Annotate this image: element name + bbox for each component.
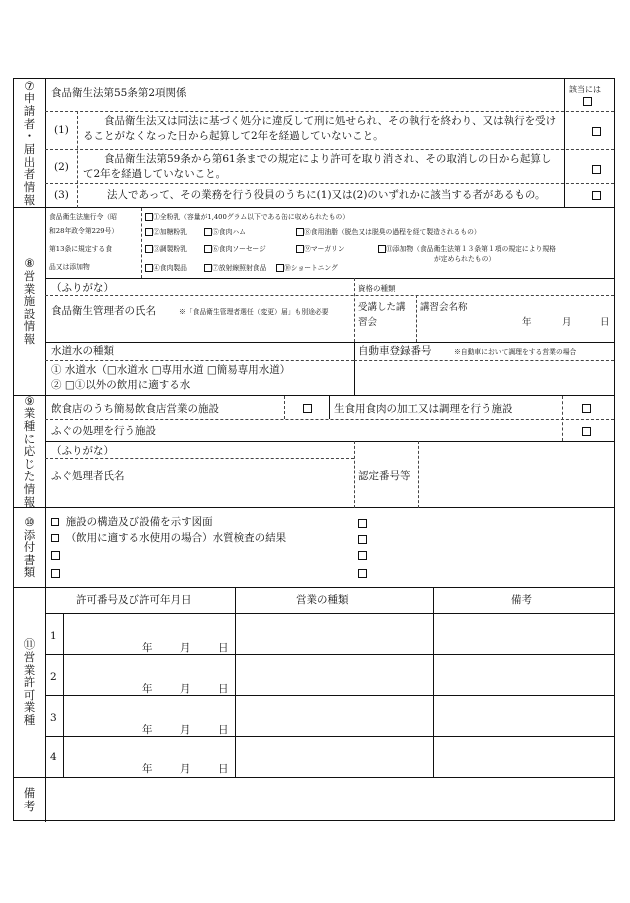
license-row-3-day: 日 xyxy=(218,724,229,736)
side-char: 情 xyxy=(23,319,36,334)
manager-name-label: 食品衛生管理者の氏名 xyxy=(51,305,156,317)
doc-extra-checkbox-1[interactable] xyxy=(358,519,367,528)
side-char: 考 xyxy=(23,799,36,813)
item-checkbox[interactable] xyxy=(276,264,284,272)
doc-label: 施設の構造及び設備を示す図面 xyxy=(65,516,213,528)
item-checkbox[interactable] xyxy=(145,245,153,253)
side-char: 書 xyxy=(23,552,36,567)
section-license-side-label xyxy=(14,588,46,777)
disq-row-1-number: (1) xyxy=(54,124,69,136)
license-row-1-month: 月 xyxy=(180,642,191,654)
side-char: 業 xyxy=(23,406,36,421)
section-facility-side-label xyxy=(14,208,46,395)
side-char: 出 xyxy=(23,154,36,169)
doc-checkbox[interactable] xyxy=(51,534,59,542)
disq-row-2-checkbox[interactable] xyxy=(592,165,601,174)
item-additive-cont: が定められたもの） xyxy=(434,255,496,263)
license-row-3-month: 月 xyxy=(180,724,191,736)
fugu-handler-label: ふぐ処理者氏名 xyxy=(51,470,125,482)
item-checkbox[interactable] xyxy=(204,228,212,236)
doc-row-2 xyxy=(51,532,286,545)
side-char: 業 xyxy=(23,700,36,715)
section-license-types xyxy=(14,588,614,778)
item-checkbox[interactable] xyxy=(145,264,153,272)
course-name-label: 講習会名称 xyxy=(420,302,468,313)
disq-row-2-text: 食品衛生法第59条から第61条までの規定により許可を取り消され、その取消しの日から起算して2年を経過していないこと。 xyxy=(83,153,552,181)
license-row-3-number: 3 xyxy=(50,712,57,724)
course-label-1: 受講した講 xyxy=(358,302,406,313)
qualification-label: 資格の種類 xyxy=(358,284,396,293)
side-char: 届 xyxy=(23,142,36,156)
item-row-1 xyxy=(145,213,349,221)
manager-furigana-label: （ふりがな） xyxy=(51,282,114,294)
license-row-4-year: 年 xyxy=(142,763,153,775)
side-char: 情 xyxy=(23,482,36,497)
side-char: 類 xyxy=(23,565,36,580)
item-label: ⑪添加物（食品衛生法第１３条第１項の規定により規格 xyxy=(386,245,556,253)
side-char: じ xyxy=(23,456,36,471)
course-date-month: 月 xyxy=(562,317,572,328)
item-row-4c xyxy=(276,264,338,272)
manager-note: ※「食品衛生管理者選任（変更）届」も別途必要 xyxy=(179,308,329,316)
license-remarks-header: 備考 xyxy=(511,594,532,606)
disq-row-1-checkbox[interactable] xyxy=(592,127,601,136)
section-business-type-info xyxy=(14,393,614,509)
side-char: 営 xyxy=(23,268,36,283)
certification-number-label: 認定番号等 xyxy=(358,470,411,482)
section-documents-side-label xyxy=(14,508,46,587)
item-label: ⑦放射線照射食品 xyxy=(212,264,267,272)
side-char: ⑨ xyxy=(24,393,35,408)
license-row-1-day: 日 xyxy=(218,642,229,654)
side-char: 備 xyxy=(23,786,36,801)
item-row-2c xyxy=(296,228,481,236)
doc-extra-checkbox-3[interactable] xyxy=(358,551,367,560)
section-applicant-side-label xyxy=(14,79,46,207)
item-row-3d xyxy=(378,245,556,253)
water-option-1[interactable]: ① 水道水（□水道水 □専用水道 □簡易専用水道） xyxy=(51,364,291,376)
course-label-2: 習会 xyxy=(358,317,378,328)
side-char: 営 xyxy=(23,649,36,664)
item-checkbox[interactable] xyxy=(296,245,304,253)
item-label: ⑧食用油脂（脱色又は脱臭の過程を経て製造されるもの） xyxy=(304,228,481,236)
license-row-2-year: 年 xyxy=(142,683,153,695)
item-label: ⑤食肉ハム xyxy=(212,228,246,236)
item-row-3b xyxy=(204,245,266,253)
item-row-4 xyxy=(145,264,187,272)
fugu-furigana-label: （ふりがな） xyxy=(51,445,114,457)
item-label: ⑩ショートニング xyxy=(284,264,338,272)
side-char: ⑧ xyxy=(24,256,35,271)
item-label: ②加糖粉乳 xyxy=(153,228,187,236)
side-char: 設 xyxy=(23,306,36,321)
item-label: ⑨マーガリン xyxy=(304,245,345,253)
side-char: た xyxy=(23,469,36,484)
side-char: に xyxy=(23,431,36,446)
doc-extra-checkbox-4[interactable] xyxy=(358,569,367,578)
license-number-date-header: 許可番号及び許可年月日 xyxy=(76,594,192,606)
doc-checkbox[interactable] xyxy=(51,518,59,526)
item-row-2 xyxy=(145,228,187,236)
side-char: 業 xyxy=(23,281,36,296)
side-char: 許 xyxy=(23,675,36,690)
water-type-label: 水道水の種類 xyxy=(51,345,114,357)
side-char: ⑪ xyxy=(23,637,36,652)
side-char: 申 xyxy=(23,91,36,106)
side-char: ⑩ xyxy=(24,514,35,529)
license-row-2-month: 月 xyxy=(180,683,191,695)
application-form xyxy=(13,78,615,821)
section-business-side-label xyxy=(14,393,46,509)
license-row-4-number: 4 xyxy=(50,751,57,763)
item-row-3 xyxy=(145,245,187,253)
side-char: 業 xyxy=(23,662,36,677)
disq-row-3-text: 法人であって、その業務を行う役員のうちに(1)又は(2)のいずれかに該当する者があるもの。 xyxy=(107,189,546,201)
ordinance-label-line2: 和28年政令第229号） xyxy=(49,227,119,235)
item-label: ③調製粉乳 xyxy=(153,245,187,253)
side-char: 可 xyxy=(23,687,36,702)
side-char: 者 xyxy=(23,116,36,131)
side-char: 応 xyxy=(23,444,36,459)
simple-restaurant-label: 飲食店のうち簡易飲食店営業の施設 xyxy=(51,403,219,415)
item-row-4b xyxy=(204,264,266,272)
business-type-header: 営業の種類 xyxy=(296,594,349,606)
fugu-facility-checkbox[interactable] xyxy=(582,427,591,436)
license-row-4-month: 月 xyxy=(180,763,191,775)
side-char: 施 xyxy=(23,294,36,309)
section-facility-info xyxy=(14,208,614,396)
item-row-2b xyxy=(204,228,246,236)
disq-row-2-number: (2) xyxy=(54,161,69,173)
item-label: ⑥食肉ソーセージ xyxy=(212,245,266,253)
side-char: 者 xyxy=(23,167,36,182)
car-registration-note: ※自動車において調理をする営業の場合 xyxy=(454,348,577,356)
section-remarks xyxy=(14,778,614,822)
section-attached-documents xyxy=(14,508,614,588)
raw-meat-label: 生食用食肉の加工又は調理を行う施設 xyxy=(334,403,513,415)
doc-extra-checkbox-2[interactable] xyxy=(358,535,367,544)
applicable-checkbox-sample xyxy=(583,97,592,106)
item-checkbox[interactable] xyxy=(145,228,153,236)
section-applicant-info xyxy=(14,79,614,208)
license-row-2-day: 日 xyxy=(218,683,229,695)
side-char: 種 xyxy=(23,713,36,728)
side-char: 種 xyxy=(23,418,36,433)
license-row-4-day: 日 xyxy=(218,763,229,775)
doc-row-4-checkbox[interactable] xyxy=(51,569,60,578)
side-char: 請 xyxy=(23,104,36,119)
simple-restaurant-checkbox[interactable] xyxy=(303,404,312,413)
item-checkbox[interactable] xyxy=(296,228,304,236)
water-option-2[interactable]: ② □①以外の飲用に適する水 xyxy=(51,379,191,391)
course-date-year: 年 xyxy=(522,317,532,328)
doc-row-1 xyxy=(51,516,213,529)
fugu-facility-label: ふぐの処理を行う施設 xyxy=(51,425,156,437)
ordinance-label-line4: 品又は添加物 xyxy=(49,263,90,271)
side-char: 報 xyxy=(23,494,36,509)
side-char: 報 xyxy=(23,332,36,347)
side-char: 報 xyxy=(23,192,36,207)
item-row-3c xyxy=(296,245,345,253)
side-char: ⑦ xyxy=(24,78,35,93)
disq-row-1-text: 食品衛生法又は同法に基づく処分に違反して刑に処せられ、その執行を終わり、又は執行を受けることがなくなった日から起算して2年を経過していないこと。 xyxy=(83,115,557,143)
doc-label: （飲用に適する水使用の場合）水質検査の結果 xyxy=(65,532,287,544)
disq-row-3-number: (3) xyxy=(54,189,69,201)
side-char: 情 xyxy=(23,179,36,194)
disq-row-3-checkbox[interactable] xyxy=(592,191,601,200)
course-date-day: 日 xyxy=(600,317,610,328)
car-registration-label: 自動車登録番号 xyxy=(358,345,432,357)
license-row-1-year: 年 xyxy=(142,642,153,654)
item-checkbox[interactable] xyxy=(204,245,212,253)
item-checkbox[interactable] xyxy=(378,245,386,253)
side-char: ・ xyxy=(23,129,36,144)
raw-meat-checkbox[interactable] xyxy=(582,404,591,413)
side-char: 付 xyxy=(23,540,36,555)
applicable-label: 該当には xyxy=(569,85,601,94)
section-remarks-side-label xyxy=(14,778,46,822)
item-checkbox[interactable] xyxy=(204,264,212,272)
item-checkbox[interactable] xyxy=(145,213,153,221)
ordinance-label-line1: 食品衛生法施行令（昭 xyxy=(49,213,117,221)
side-char: 添 xyxy=(23,527,36,542)
license-row-2-number: 2 xyxy=(50,671,57,683)
item-label: ④食肉製品 xyxy=(153,264,187,272)
license-row-3-year: 年 xyxy=(142,724,153,736)
item-label: ①全粉乳（容量が1,400グラム以下である缶に収められたもの） xyxy=(153,213,350,221)
doc-row-3-checkbox[interactable] xyxy=(51,551,60,560)
ordinance-label-line3: 第13条に規定する食 xyxy=(49,245,113,253)
disqualification-header: 食品衛生法第55条第2項関係 xyxy=(51,87,187,99)
license-row-1-number: 1 xyxy=(50,630,57,642)
